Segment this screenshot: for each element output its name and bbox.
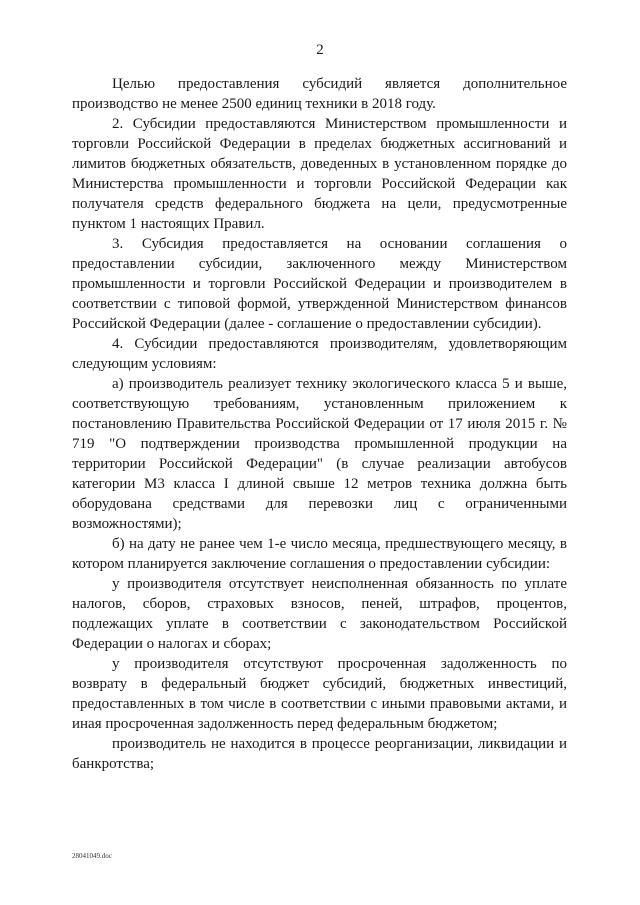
document-code: 28041049.doc (72, 852, 112, 860)
paragraph-4a: а) производитель реализует технику экологического класса 5 и выше, соответствующую требованиям, установленным приложением к постановлению Правительства Российской Федерации от 17 июля 2015 г. № 719 "О подтверждении производства промышленной продукции на территории Российской Федерации" (в случае реализации автобусов категории М3 класса I длиной свыше 12 метров техника должна быть оборудована средствами для перевозки лиц с ограниченными возможностями); (72, 376, 567, 532)
paragraph-4b: б) на дату не ранее чем 1-е число месяца, предшествующего месяцу, в котором планируется заключение соглашения о предоставлении субсидии: (72, 536, 567, 572)
paragraph-2: 2. Субсидии предоставляются Министерством промышленности и торговли Российской Федерации в пределах бюджетных ассигнований и лимитов бюджетных обязательств, доведенных в установленном порядке до Министерства промышленности и торговли Российской Федерации как получателя средств федерального бюджета на цели, предусмотренные пунктом 1 настоящих Правил. (72, 116, 567, 232)
paragraph-purpose: Целью предоставления субсидий является дополнительное производство не менее 2500 единиц техники в 2018 году. (72, 76, 567, 112)
paragraph-4b-taxes: у производителя отсутствует неисполненная обязанность по уплате налогов, сборов, страховых взносов, пеней, штрафов, процентов, подлежащих уплате в соответствии с законодательством Российской Федерации о налогах и сборах; (72, 576, 567, 652)
page-number: 2 (316, 42, 324, 58)
paragraph-4: 4. Субсидии предоставляются производителям, удовлетворяющим следующим условиям: (72, 336, 567, 372)
paragraph-4b-debt: у производителя отсутствуют просроченная задолженность по возврату в федеральный бюджет субсидий, бюджетных инвестиций, предоставленных в том числе в соответствии с иными правовыми актами, и иная просроченная задолженность перед федеральным бюджетом; (72, 656, 567, 732)
paragraph-3: 3. Субсидия предоставляется на основании соглашения о предоставлении субсидии, заключенного между Министерством промышленности и торговли Российской Федерации и производителем в соответствии с типовой формой, утвержденной Министерством финансов Российской Федерации (далее - соглашение о предоставлении субсидии). (72, 236, 567, 332)
paragraph-4b-reorganization: производитель не находится в процессе реорганизации, ликвидации и банкротства; (72, 736, 567, 772)
document-body (72, 74, 567, 774)
